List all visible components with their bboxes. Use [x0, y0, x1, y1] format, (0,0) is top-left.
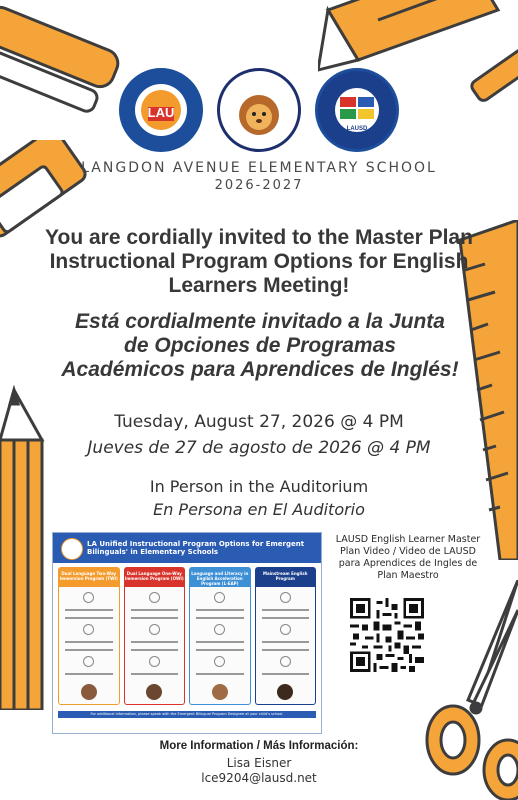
- student-photo: [146, 684, 162, 700]
- svg-text:LAUSD: LAUSD: [346, 126, 368, 132]
- invitation-english: You are cordially invited to the Master Plan Instructional Program Options for English Learners Meeting!: [45, 226, 473, 297]
- flyer-column-title: Language and Literacy in English Acceleration Program (L-EAP): [190, 568, 250, 587]
- flyer-column-title: Dual Language Two-Way Immersion Program (TWI): [59, 568, 119, 587]
- contact-block: [0, 756, 518, 786]
- contact-email[interactable]: lce9204@lausd.net: [201, 771, 317, 785]
- program-options-flyer: [52, 532, 322, 734]
- invitation-spanish: Está cordialmente invitado a la Junta de Opciones de Programas Académicos para Aprendices de Inglés!: [61, 310, 459, 381]
- lausd-emblem-icon: [122, 71, 200, 149]
- flyer-header: [53, 533, 321, 563]
- student-photo: [277, 684, 293, 700]
- qr-code[interactable]: [350, 598, 424, 672]
- globe-flags-icon: [318, 71, 396, 149]
- flyer-column-title: Mainstream English Program: [256, 568, 316, 587]
- flyer-logo-icon: [61, 538, 83, 560]
- svg-text:LAU: LAU: [147, 105, 175, 120]
- flyer-footer: For additional information, please speak with the Emergent Bilingual Program Designee at your child's school.: [58, 711, 316, 718]
- school-year: 2026-2027: [214, 178, 304, 193]
- school-name: LANGDON AVENUE ELEMENTARY SCHOOL: [81, 160, 437, 176]
- video-link-text: LAUSD English Learner Master Plan Video / Video de LAUSD para Aprendices de Ingles de Plan Maestro: [335, 534, 481, 581]
- flyer-column: [124, 567, 186, 705]
- location-english: In Person in the Auditorium: [149, 477, 369, 496]
- langdon-lion-logo: [217, 68, 301, 152]
- contact-name: Lisa Eisner: [226, 756, 292, 770]
- more-information-heading: More Information / Más Información:: [159, 740, 359, 752]
- lausd-logo: [119, 68, 203, 152]
- flyer-column: [255, 567, 317, 705]
- date-english: Tuesday, August 27, 2026 @ 4 PM: [114, 412, 404, 432]
- logo-row: [0, 68, 518, 152]
- flyer-column: [58, 567, 120, 705]
- student-photo: [81, 684, 97, 700]
- flyer-column: [189, 567, 251, 705]
- mme-logo: [315, 68, 399, 152]
- lion-icon: [220, 71, 298, 149]
- flyer-title: LA Unified Instructional Program Options for Emergent Bilinguals' in Elementary Schools: [87, 540, 305, 556]
- location-spanish: En Persona en El Auditorio: [153, 500, 365, 519]
- date-spanish: Jueves de 27 de agosto de 2026 @ 4 PM: [87, 438, 431, 458]
- flyer-column-title: Dual Language One-Way Immersion Program (OWI): [125, 568, 185, 587]
- flyer-columns: [53, 563, 321, 709]
- student-photo: [212, 684, 228, 700]
